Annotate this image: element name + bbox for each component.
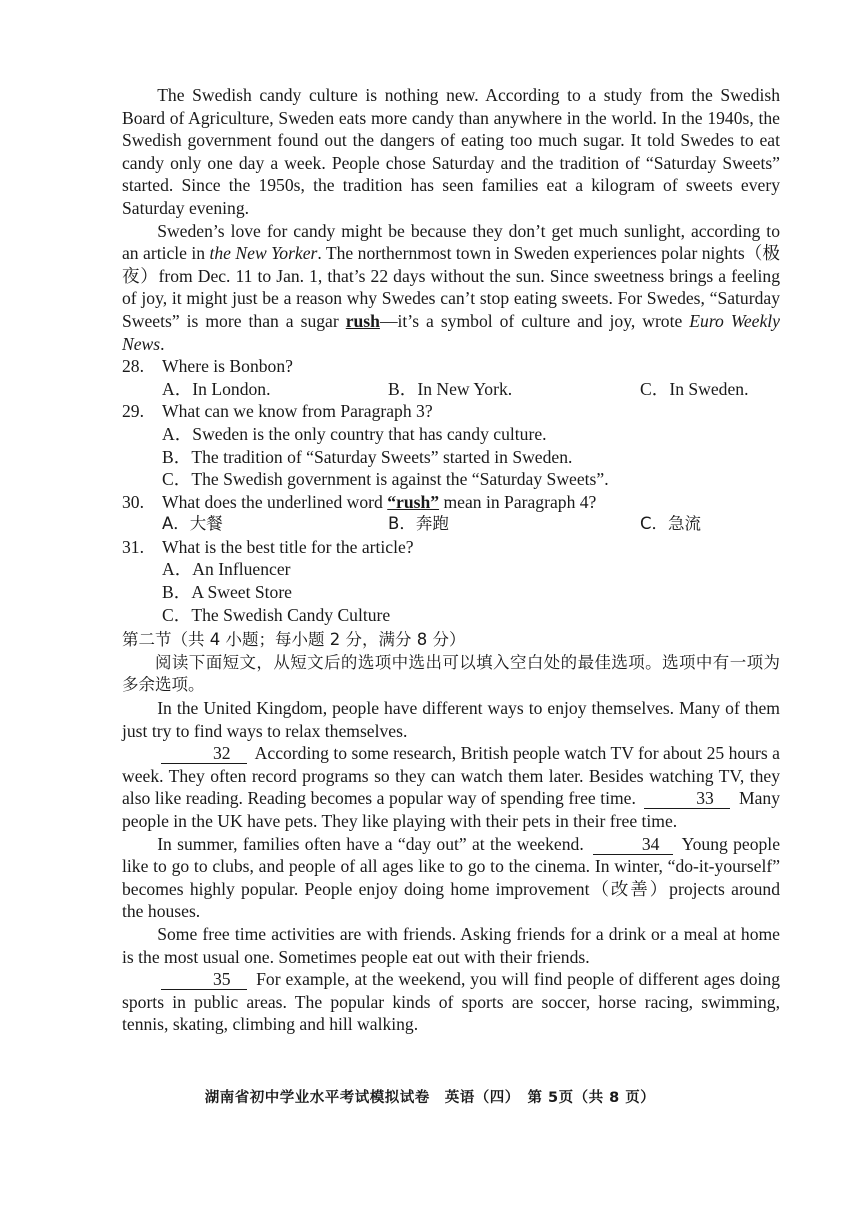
question-30 [122, 491, 780, 514]
underlined-word-rush: rush [345, 310, 380, 331]
paragraph-4-text-end: . [160, 333, 165, 354]
source-new-yorker: the New Yorker [209, 243, 318, 264]
question-number: 30. [122, 491, 144, 512]
option-b: B．A Sweet Store [162, 582, 292, 603]
option-a: A．In London. [162, 378, 271, 399]
paragraph-4-text-3: —it’s a symbol of culture and joy, wrote [379, 310, 690, 331]
option-c: C．In Sweden. [640, 378, 749, 399]
paragraph-4-text-2: . The northernmost town in Sweden experiences polar nights（极夜）from Dec. 11 to Jan. 1, that’s 22 days without the sun. Since sweetness brings a feeling of joy, it might just be a reason why Swedes can’t stop eating sweets. For Swedes, “Saturday Sweets” is more than a sugar [122, 243, 780, 331]
option-c: C．The Swedish government is against the “Saturday Sweets”. [162, 469, 609, 490]
passage-b-paragraph-1: In the United Kingdom, people have different ways to enjoy themselves. Many of them just try to find ways to relax themselves. [122, 698, 780, 741]
question-number: 29. [122, 401, 144, 422]
option-c: C．急流 [640, 514, 702, 534]
question-28 [122, 355, 780, 378]
paragraph-5-text: For example, at the weekend, you will find people of different ages doing sports in public areas. The popular kinds of sports are soccer, horse racing, swimming, tennis, skating, climbing and hill walking. [122, 969, 780, 1035]
question-number: 31. [122, 536, 144, 557]
option-b: B．The tradition of “Saturday Sweets” started in Sweden. [162, 446, 573, 467]
passage-paragraph-4 [122, 220, 780, 356]
paragraph-2-text-1: According to some research, British people watch TV for about 25 hours a week. They often record programs so they can watch them later. Besides watching TV, they also like reading. Reading becomes a popular way of spending free time. [122, 743, 780, 809]
question-underlined-word: “rush” [387, 491, 440, 512]
question-31 [122, 536, 780, 559]
paragraph-2-text-2: Many people in the UK have pets. They like playing with their pets in their free time. [122, 788, 780, 831]
section-2-heading: 第二节（共 4 小题；每小题 2 分，满分 8 分） [122, 630, 466, 650]
passage-b-paragraph-4: Some free time activities are with friends. Asking friends for a drink or a meal at home is the most usual one. Sometimes people eat out with their friends. [122, 923, 780, 967]
passage-paragraph-3 [122, 84, 780, 220]
paragraph-3-text-1: In summer, families often have a “day out” at the weekend. [157, 833, 590, 854]
paragraph-4-text-1: Sweden’s love for candy might be because they don’t get much sunlight, according to an article in [122, 220, 780, 264]
passage-b-paragraph-2 [122, 742, 780, 832]
paragraph-3-text-2: Young people like to go to clubs, and people of all ages like to go to the cinema. In winter, “do-it-yourself” becomes highly popular. People enjoy doing home improvement（改善）projects around the houses. [122, 833, 780, 922]
question-text-after: mean in Paragraph 4? [439, 491, 597, 512]
option-b: B．奔跑 [388, 514, 449, 534]
page-content [122, 84, 780, 1036]
option-c: C．The Swedish Candy Culture [162, 604, 391, 625]
blank-32: 32 [161, 744, 247, 764]
option-a: A．Sweden is the only country that has candy culture. [162, 423, 547, 444]
section-2-instructions: 阅读下面短文，从短文后的选项中选出可以填入空白处的最佳选项。选项中有一项为多余选项。 [122, 652, 780, 695]
blank-33: 33 [644, 789, 730, 809]
option-b: B．In New York. [388, 378, 513, 399]
blank-35: 35 [161, 970, 247, 990]
question-number: 28. [122, 356, 144, 377]
page-footer: 湖南省初中学业水平考试模拟试卷 英语（四） 第 5页（共 8 页） [204, 1090, 656, 1106]
question-text: Where is Bonbon? [162, 356, 293, 377]
passage-b-paragraph-5 [122, 968, 780, 1036]
paragraph-3-text: The Swedish candy culture is nothing new. According to a study from the Swedish Board of Agriculture, Sweden eats more candy than anywhere in the world. In the 1940s, the Swedish government found out the dangers of eating too much sugar. It told Swedes to eat candy only one day a week. People chose Saturday and the tradition of “Saturday Sweets” started. Since the 1950s, the tradition has seen families eat a kilogram of sweets every Saturday evening. [122, 85, 780, 218]
question-text: What can we know from Paragraph 3? [162, 401, 433, 422]
question-30-options [122, 513, 780, 536]
passage-b-paragraph-3 [122, 833, 780, 923]
option-a: A．大餐 [162, 514, 223, 534]
question-text: What is the best title for the article? [162, 536, 414, 557]
question-28-options [122, 378, 780, 401]
source-euro-weekly-news: Euro Weekly News [122, 310, 780, 354]
blank-34: 34 [593, 835, 673, 855]
question-29 [122, 400, 780, 423]
question-text-before: What does the underlined word [162, 491, 388, 512]
question-text [162, 491, 596, 514]
option-a: A．An Influencer [162, 559, 291, 580]
